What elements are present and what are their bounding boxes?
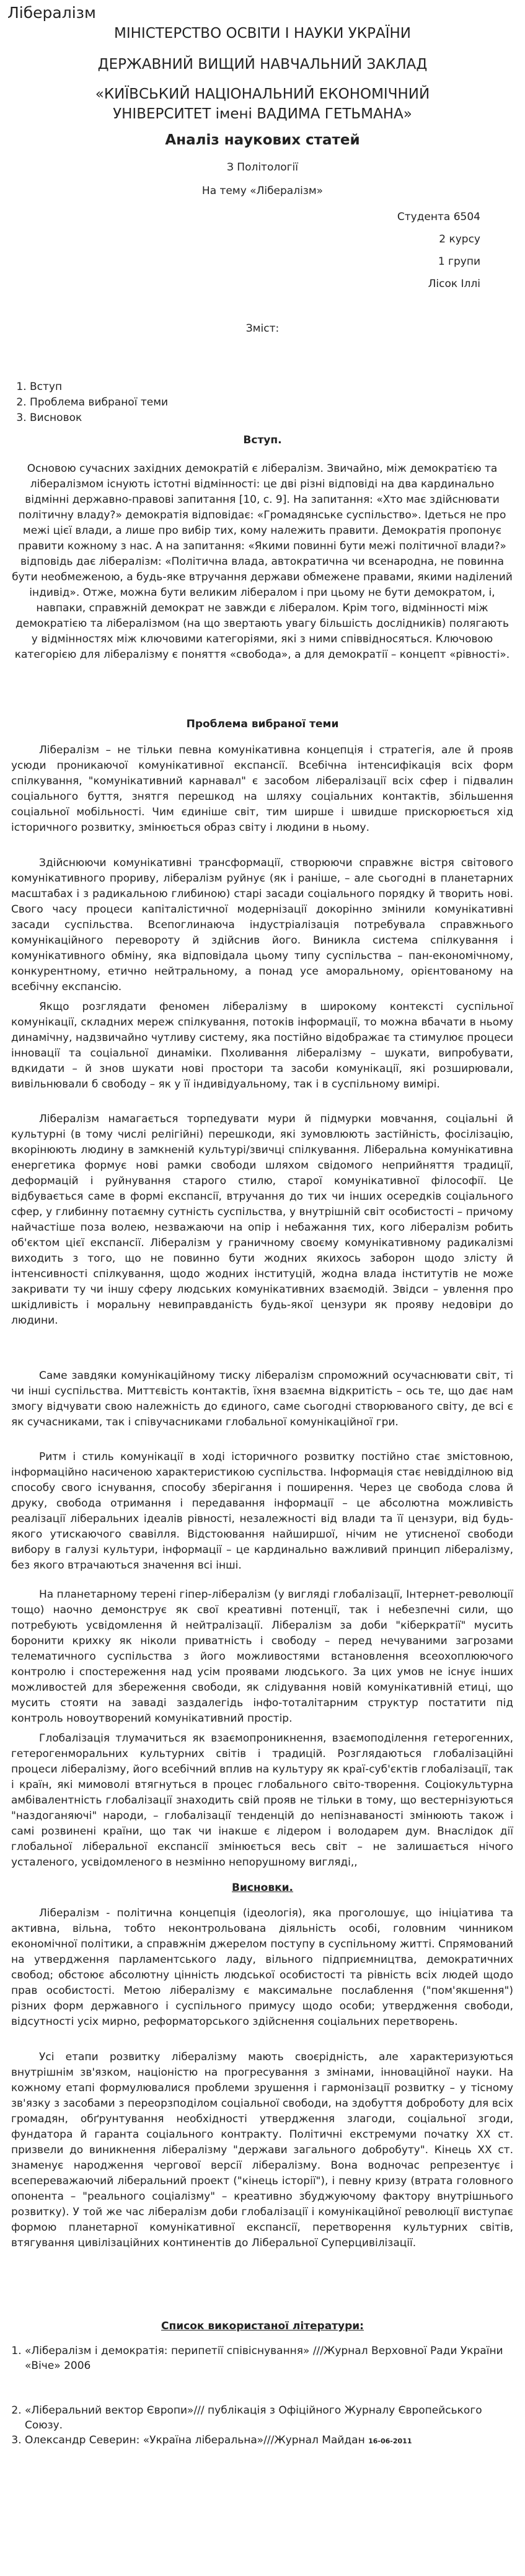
toc-item: 1. Вступ [30, 379, 168, 395]
student-name: Лісок Іллі [428, 278, 480, 290]
document-title: Аналіз наукових статей [165, 132, 360, 148]
problem-paragraph-5: Саме завдяки комунікаційному тиску лібералізм спроможний осучаснювати світ, ті чи інші суспільства. Миттєвість контактів, їхня взаємна відкритість – ось те, що дає нам змогу відчувати свою належність до єдиного, саме сьогодні створюваного світу, де всі є як сучасниками, так і співучасниками глобальної комунікаційної гри. [11, 1370, 513, 1428]
references-list [10, 2344, 521, 2373]
references-list-2 [10, 2403, 521, 2449]
reference-item: 2. «Ліберальний вектор Європи»/// публікація з Офіційного Журналу Європейського Союзу. [25, 2403, 521, 2433]
reference-text: Олександр Северин: «Україна ліберальна»///Журнал Майдан [25, 2434, 365, 2446]
student-line-3: 1 групи [438, 255, 480, 268]
toc-item: 3. Висновок [30, 410, 168, 426]
reference-date: 16-06-2011 [368, 2437, 412, 2445]
problem-paragraph-8: Глобалізація тлумачиться як взаємопроникнення, взаємоподілення гетерогенних, гетерогенморальних культурних світів і традицій. Розглядаються глобалізаційні процеси лібералізму, його всебічний вплив на культуру як краї-суб'єктів глобалізації, так і країн, які мимоволі втягнуться в процес глобального світо-творення. Соціокультурна амбівалентність глобалізації знаходить свій прояв не тільки в тому, що вестернізуються "наздоганяючі" народи, – глобалізації тенденцій до непізнаваності змінюють також і самі розвинені країни, що так чи інакше є лідером і володарем дум. Внаслідок дії глобальної ліберальної експансії змінюється весь світ – не залишається нічого усталеного, усвідомленого в незмінно непорушному вигляді,, [11, 1732, 513, 1869]
toc-title: Зміст: [245, 322, 280, 335]
reference-item [25, 2433, 521, 2449]
university-line-2: УНІВЕРСИТЕТ імені ВАДИМА ГЕТЬМАНА» [113, 106, 412, 122]
student-line-1: Студента 6504 [397, 211, 480, 223]
intro-paragraph: Основою сучасних західних демократій є лібералізм. Звичайно, між демократією та лібералізмом існують істотні відмінності: це дві різні відповіді на два кардинально відмінні державно-правові запитання [10, с. 9]. На запитання: «Хто має здійснювати політичну владу?» демократія відповідає: «Громадянське суспільство». Ідеться не про межі цієї влади, а лише про вибір тих, кому належить правити. Демократія пропонує правити кожному з нас. А на запитання: «Якими повинні бути межі політичної влади?» відповідь дає лібералізм: «Політична влада, автократична чи всенародна, не повинна бути необмеженою, а будь-яке втручання держави обмежене правами, якими наділений індивід». Отже, можна бути великим лібералом і при цьому не бути демократом, і, навпаки, справжній демократ не завжди є лібералом. Крім того, відмінності між демократією та лібералізмом (на що звертають увагу більшість дослідників) полягають у відмінностях між ключовими категоріями, які з ними співвідносяться. Ключовою категорією для лібералізму є поняття «свобода», а для демократії – концепт «рівності». [12, 463, 513, 661]
document-tab-title: Лібералізм [7, 4, 96, 22]
conclusion-title: Висновки. [231, 1882, 294, 1894]
conclusion-paragraph-2: Усі етапи розвитку лібералізму мають своєрідність, але характеризуються внутрішнім зв'язком, націоністю на прогресування з змінами, інноваційної науки. На кожному етапі формулювалися проблеми зрушення і гармонізації розвитку – у тісному зв'язку з засобами з переорзподілом соціальної свободи, на здобуття доброботу для всіх громадян, обґрунтування необхідності утвердження злагоди, соціальної згоди, фундатора й гаранта соціального контракту. Політичні екстремуми початку XX ст. призвели до виникнення лібералізму "держави загального добробуту". Кінець XX ст. знаменує народження чергової версії лібералізму. Вона водночас репрезентує і всепереважаючий ліберальний проект ("кінець історії"), і певну кризу (втрата головного опонента – "реального соціалізму" – креативно збуджуючому фактору внутрішнього розвитку). У той же час лібералізм доби глобалізації і комунікаційної революції виступає формою планетарної комунікативної експансії, перетворення культурних світів, втягування цивілізаційних континентів до Ліберальної Суперцивілізації. [11, 2051, 513, 2249]
toc-item: 2. Проблема вибраної теми [30, 395, 168, 410]
problem-title: Проблема вибраної теми [186, 718, 339, 730]
student-line-2: 2 курсу [439, 233, 480, 246]
ministry-line: МІНІСТЕРСТВО ОСВІТИ І НАУКИ УКРАЇНИ [113, 25, 412, 42]
problem-paragraph-6: Ритм і стиль комунікації в ході історичного розвитку постійно стає змістовною, інформаційно насиченою характеристикою суспільства. Інформація стає невідділною від способу свого існування, способу зберігання і поширення. Через це свобода слова й друку, свобода отримання і передавання інформації – це абсолютна можливість реалізації ліберальних ідеалів рівності, незалежності від влади та її цензури, від будь-якого утискаючого свавілля. Відстоювання найширшої, нічим не утисненої свободи вибору в галузі культури, інформації – це кардинально важливий принцип лібералізму, без якого втрачаються значення всі інші. [11, 1451, 513, 1572]
document-tab[interactable] [0, 0, 525, 25]
institution-line: ДЕРЖАВНИЙ ВИЩИЙ НАВЧАЛЬНИЙ ЗАКЛАД [97, 56, 428, 73]
problem-paragraph-4: Лібералізм намагається торпедувати мури й підмурки мовчання, соціальні й культурні (в тому числі релігійні) перешкоди, які зумовлюють застійність, фосілізацію, вкорінюють людину в замкненій культурі/звичці спілкування. Ліберальна комунікативна енергетика формує нові рамки свободи шляхом свідомого неприйняття традиції, деформацій і руйнування старого стилю, старої комунікативної філософії. Це відбувається саме в формі експансії, втручання до тих чи інших осередків соціального сфер, у глибинну потаємну сутність суспільства, у внутрішній світ особистості – причому найчастіше поза волею, незважаючи на опір і небажання тих, кого лібералізм робить об'єктом цієї експансії. Лібералізм у граничному своєму комунікативному радикалізмі виходить з того, що не повинно бути жодних якихось заборон щодо злісту й інтенсивності спілкування, щодо жодних інституцій, жодна влада інститутів не може закривати ту чи іншу сферу людських комунікативних взаємодій. Звідси – увлення про шкідливість і моральну невиправданість будь-якої цензури як прояву недовіри до людини. [11, 1113, 513, 1327]
problem-paragraph-1: Лібералізм – не тільки певна комунікативна концепція і стратегія, але й прояв усюди проникаючої комунікативної експансії. Всебічна інтенсифікація всіх форм спілкування, "комунікативний карнавал" є засобом лібералізації всіх сфер і підвалин соціального буття, знятгя перешкод на шляху соціальних контактів, збільшення соціальної мобільності. Чим єдиніше світ, тим ширше і швидше прискорюється хід історичного розвитку, змінюється образ світу і людини в ньому. [11, 744, 513, 834]
topic-line: На тему «Лібералізм» [201, 185, 324, 197]
problem-paragraph-2: Здійснюючи комунікативні трансформації, створюючи справжнє вістря світового комунікативного прориву, лібералізм руйнує (як і раніше, – але сьогодні в планетарних масштабах і з радикальною глибиною) старі засади соціального порядку й творить нові. Свого часу процеси капіталістичної модернізації докорінно змінили комунікативні засади суспільства. Всепоглинаюча індустріалізація потребувала справжнього комунікаційного перевороту й здійснив його. Виникла система спілкування і комунікативного обміну, яка відповідала цьому типу суспільства – пан-економічному, конкурентному, етично нейтральному, а понад усе аморальному, орієнтованому на всебічну експансію. [11, 857, 513, 993]
subject-line: З Політології [226, 161, 299, 174]
intro-title: Вступ. [243, 434, 282, 446]
reference-item: 1. «Лібералізм і демократія: перипетії співіснування» ///Журнал Верховної Ради України «Віче» 2006 [25, 2344, 521, 2373]
references-title: Список використаної літератури: [161, 2320, 364, 2332]
problem-paragraph-7: На планетарному терені гіпер-лібералізм (у вигляді глобалізації, Інтернет-революції тощо) наочно демонструє як свої креативні потенції, так і небезпечні сили, що потребують усвідомлення й нейтралізації. Лібералізм за доби "кіберкратії" мусить боронити крихку як ніколи приватність і свободу – перед нечуваними загрозами телематичного суспільства з його можливостями встановлення всеохоплюючого контролю і спостереження над усім проявами людського. За цих умов не існує інших можливостей для збереження свободи, як слідування новій комунікативній етиці, що мусить стояти на заваді заздалегідь інфо-тоталітарним структур постатити під контроль новоутворений комунікативний простір. [11, 1588, 513, 1725]
conclusion-paragraph-1: Лібералізм - політична концепція (ідеологія), яка проголошує, що ініціатива та активна, вільна, тобто неконтрольована діяльність особі, головним чинником економічної політики, а справжнім джерелом поступу в суспільному житті. Спрямований на утвердження парламентського ладу, вільного підприємництва, демократичних свобод; обстоює абсолютну цінність людської особистості та рівність всіх людей щодо прав особистості. Метою лібералізму є максимальне послаблення ("пом'якшення") різних форм державного і суспільного примусу щодо особи; утвердження свободи, відсутності усіх мирно, реформаторського здійснення соціальних перетворень. [11, 1907, 513, 2028]
table-of-contents [14, 379, 168, 426]
university-line-1: «КИЇВСЬКИЙ НАЦІОНАЛЬНИЙ ЕКОНОМІЧНИЙ [95, 86, 430, 102]
problem-paragraph-3: Якщо розглядати феномен лібералізму в широкому контексті суспільної комунікації, складних мереж спілкування, потоків інформації, то можна вбачати в ньому динамічну, надзвичайно чутливу систему, яка постійно відображає та стимулює процеси інновації та соціальної динаміки. Пхоливання лібералізму – шукати, випробувати, вдкидати – й знов шукати нові простори та засоби комунікації, які розширювали, вивільнювали б свободу – як у її індивідуальному, так і в суспільному вимірі. [11, 1001, 513, 1091]
